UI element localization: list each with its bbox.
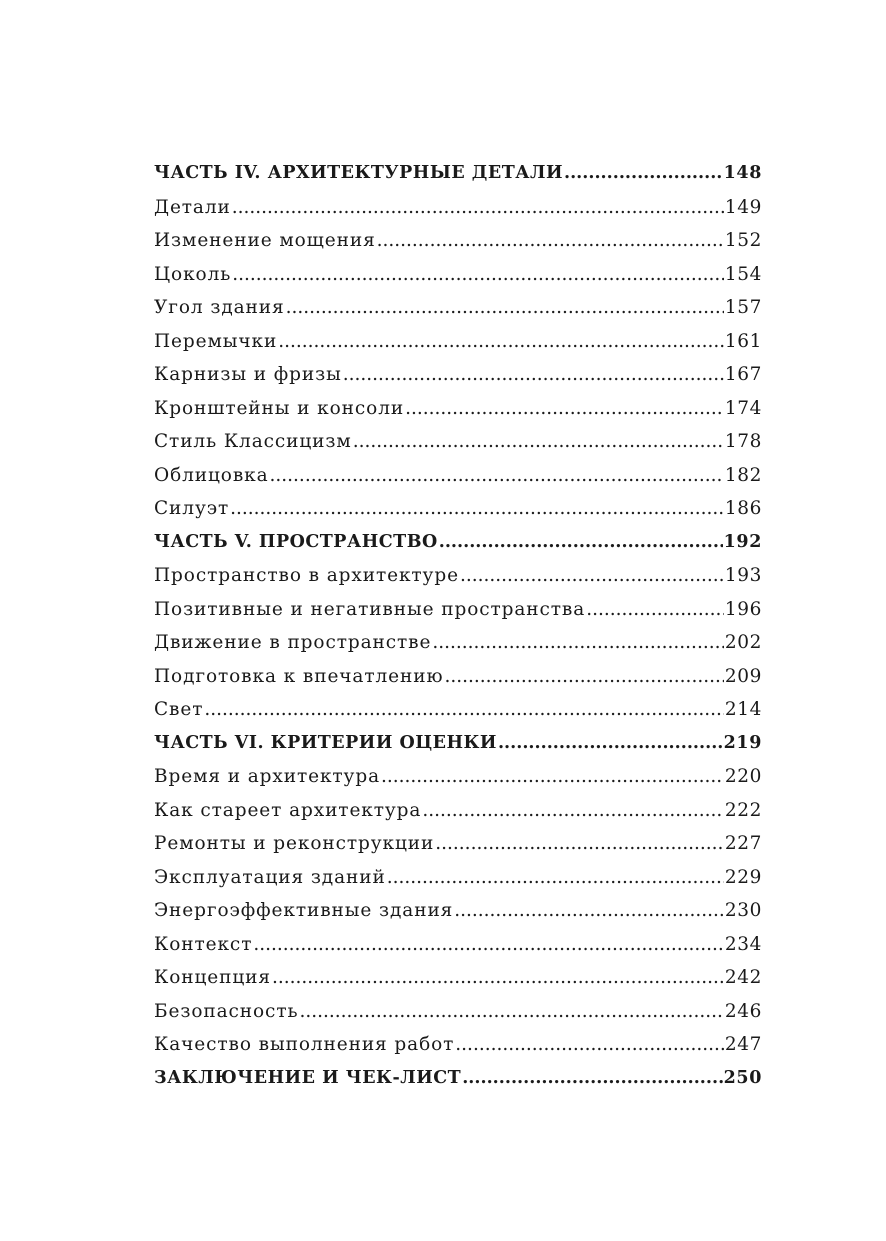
toc-entry bbox=[154, 492, 762, 526]
dot-leader bbox=[377, 224, 724, 258]
dot-leader bbox=[232, 258, 724, 292]
toc-entry-page-number: 220 bbox=[724, 766, 762, 787]
dot-leader bbox=[564, 157, 723, 191]
toc-entry-page-number: 219 bbox=[723, 732, 762, 753]
table-of-contents bbox=[154, 157, 762, 1095]
toc-entry-page-number: 242 bbox=[724, 967, 762, 988]
toc-part-heading bbox=[154, 727, 762, 761]
toc-entry-title: Карнизы и фризы bbox=[154, 364, 342, 385]
toc-entry bbox=[154, 660, 762, 694]
toc-entry-page-number: 154 bbox=[724, 263, 762, 285]
toc-entry-page-number: 227 bbox=[724, 833, 762, 854]
toc-entry-title: Позитивные и негативные пространства bbox=[154, 598, 586, 620]
toc-entry-title: Качество выполнения работ bbox=[154, 1034, 455, 1055]
toc-entry-page-number: 178 bbox=[724, 431, 762, 452]
toc-entry-title: Контекст bbox=[154, 933, 253, 955]
toc-entry bbox=[154, 693, 762, 727]
dot-leader bbox=[299, 995, 723, 1029]
toc-entry-title: Силуэт bbox=[154, 498, 230, 519]
toc-entry-title: Изменение мощения bbox=[154, 230, 376, 251]
toc-entry-title: Подготовка к впечатлению bbox=[154, 665, 444, 687]
toc-entry-page-number: 186 bbox=[724, 498, 762, 519]
toc-entry-title: Свет bbox=[154, 699, 204, 720]
toc-entry-title: Эксплуатация зданий bbox=[154, 866, 386, 888]
toc-entry bbox=[154, 191, 762, 225]
dot-leader bbox=[232, 191, 724, 225]
toc-entry-title: Детали bbox=[154, 196, 231, 218]
toc-part-heading bbox=[154, 1062, 762, 1096]
dot-leader bbox=[444, 660, 723, 694]
toc-entry bbox=[154, 358, 762, 392]
toc-entry bbox=[154, 894, 762, 928]
toc-entry bbox=[154, 995, 762, 1029]
toc-entry-title: Движение в пространстве bbox=[154, 632, 432, 653]
dot-leader bbox=[498, 727, 723, 761]
toc-entry bbox=[154, 760, 762, 794]
toc-entry-title: Пространство в архитектуре bbox=[154, 565, 459, 586]
toc-entry bbox=[154, 861, 762, 895]
dot-leader bbox=[454, 894, 724, 928]
toc-entry-title: Концепция bbox=[154, 967, 271, 988]
toc-entry-page-number: 229 bbox=[724, 866, 762, 888]
dot-leader bbox=[286, 291, 724, 325]
toc-entry bbox=[154, 961, 762, 995]
dot-leader bbox=[422, 794, 724, 828]
dot-leader bbox=[204, 693, 724, 727]
toc-entry bbox=[154, 593, 762, 627]
toc-entry-title: ЧАСТЬ IV. АРХИТЕКТУРНЫЕ ДЕТАЛИ bbox=[154, 163, 563, 183]
toc-entry-page-number: 149 bbox=[724, 196, 762, 218]
toc-entry-page-number: 157 bbox=[724, 297, 762, 318]
dot-leader bbox=[462, 1062, 722, 1096]
dot-leader bbox=[381, 760, 724, 794]
toc-entry-page-number: 214 bbox=[724, 699, 762, 720]
dot-leader bbox=[435, 827, 724, 861]
dot-leader bbox=[586, 593, 724, 627]
toc-entry bbox=[154, 928, 762, 962]
toc-entry bbox=[154, 425, 762, 459]
toc-entry-page-number: 250 bbox=[723, 1067, 762, 1088]
dot-leader bbox=[460, 559, 724, 593]
toc-entry bbox=[154, 459, 762, 493]
dot-leader bbox=[405, 392, 724, 426]
dot-leader bbox=[455, 1028, 724, 1062]
toc-entry-title: ЧАСТЬ V. ПРОСТРАНСТВО bbox=[154, 531, 438, 552]
dot-leader bbox=[439, 526, 723, 560]
dot-leader bbox=[387, 861, 724, 895]
toc-entry-title: Время и архитектура bbox=[154, 766, 381, 787]
dot-leader bbox=[353, 425, 724, 459]
dot-leader bbox=[343, 358, 724, 392]
toc-entry-title: Кронштейны и консоли bbox=[154, 397, 405, 419]
toc-entry-title: Ремонты и реконструкции bbox=[154, 833, 435, 854]
toc-entry-page-number: 167 bbox=[724, 364, 762, 385]
toc-entry bbox=[154, 392, 762, 426]
toc-part-heading bbox=[154, 526, 762, 560]
toc-entry bbox=[154, 224, 762, 258]
toc-entry bbox=[154, 325, 762, 359]
toc-part-heading bbox=[154, 157, 762, 191]
toc-entry bbox=[154, 1028, 762, 1062]
toc-entry-page-number: 230 bbox=[724, 900, 762, 921]
toc-entry-page-number: 193 bbox=[724, 565, 762, 586]
toc-entry-title: Безопасность bbox=[154, 1000, 299, 1022]
toc-entry-page-number: 202 bbox=[724, 632, 762, 653]
toc-entry-page-number: 192 bbox=[723, 531, 762, 552]
toc-entry bbox=[154, 258, 762, 292]
toc-entry-page-number: 148 bbox=[723, 163, 762, 183]
toc-entry-page-number: 222 bbox=[724, 799, 762, 821]
toc-entry-title: Угол здания bbox=[154, 297, 285, 318]
dot-leader bbox=[230, 492, 724, 526]
toc-entry-page-number: 161 bbox=[724, 330, 762, 352]
toc-entry-title: Энергоэффективные здания bbox=[154, 900, 454, 921]
toc-entry-title: Цоколь bbox=[154, 263, 232, 285]
toc-entry bbox=[154, 291, 762, 325]
toc-entry-page-number: 209 bbox=[724, 665, 762, 687]
dot-leader bbox=[253, 928, 724, 962]
toc-entry-page-number: 246 bbox=[724, 1000, 762, 1022]
toc-entry-title: Облицовка bbox=[154, 464, 269, 486]
toc-entry-page-number: 234 bbox=[724, 933, 762, 955]
toc-entry-page-number: 182 bbox=[724, 464, 762, 486]
toc-entry-title: ЧАСТЬ VI. КРИТЕРИИ ОЦЕНКИ bbox=[154, 732, 497, 753]
toc-entry-page-number: 152 bbox=[724, 230, 762, 251]
dot-leader bbox=[432, 626, 724, 660]
dot-leader bbox=[278, 325, 724, 359]
toc-entry-title: Стиль Классицизм bbox=[154, 431, 352, 452]
dot-leader bbox=[272, 961, 724, 995]
toc-entry-page-number: 174 bbox=[724, 397, 762, 419]
toc-entry-title: Перемычки bbox=[154, 330, 278, 352]
toc-entry bbox=[154, 794, 762, 828]
toc-entry-title: Как стареет архитектура bbox=[154, 799, 422, 821]
toc-entry-page-number: 247 bbox=[724, 1034, 762, 1055]
toc-entry bbox=[154, 559, 762, 593]
dot-leader bbox=[270, 459, 724, 493]
toc-entry-title: ЗАКЛЮЧЕНИЕ И ЧЕК-ЛИСТ bbox=[154, 1067, 462, 1088]
toc-entry-page-number: 196 bbox=[724, 598, 762, 620]
toc-entry bbox=[154, 827, 762, 861]
toc-entry bbox=[154, 626, 762, 660]
